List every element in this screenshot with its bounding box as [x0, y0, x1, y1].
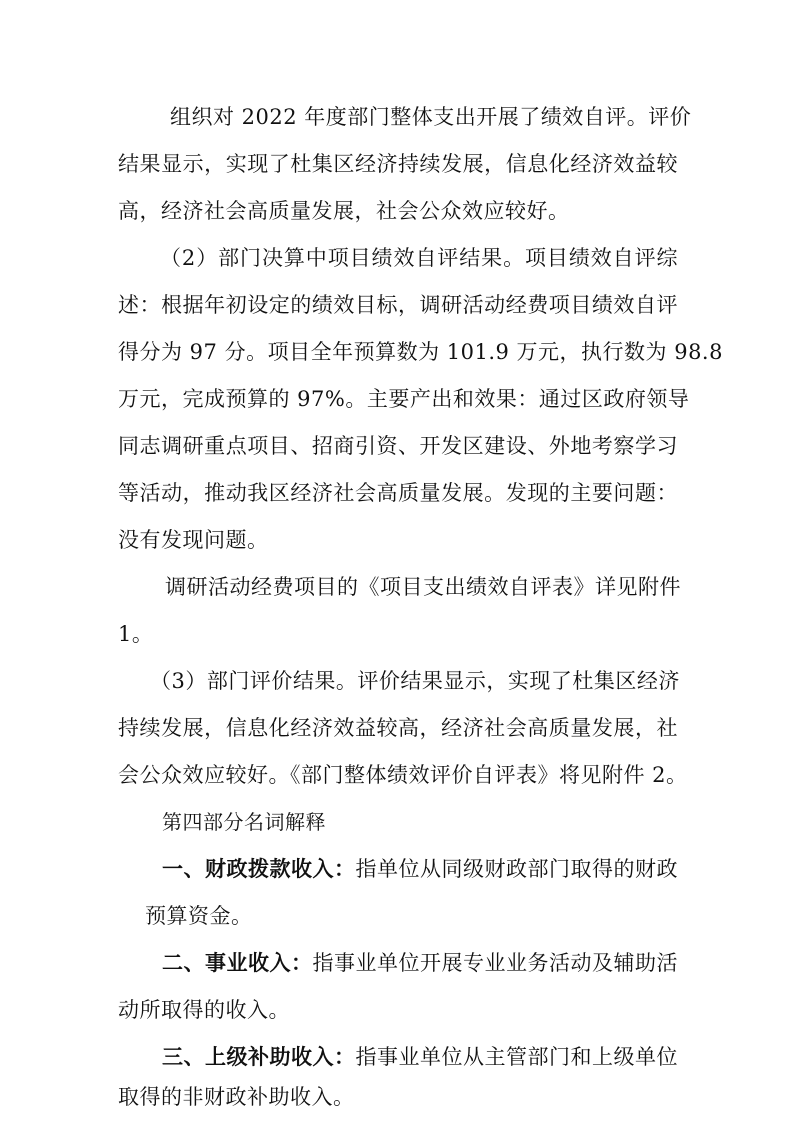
term-definition: 指事业单位开展专业业务活动及辅助活	[312, 951, 678, 975]
paragraph-line: 调研活动经费项目的《项目支出绩效自评表》详见附件	[165, 575, 681, 599]
term-label: 三、上级补助收入：	[162, 1044, 356, 1069]
term-definition-line	[162, 1042, 678, 1072]
paragraph-line: 组织对 2022 年度部门整体支出开展了绩效自评。评价	[170, 105, 692, 129]
paragraph-line: （3）部门评价结果。评价结果显示，实现了杜集区经济	[150, 669, 680, 693]
term-definition: 指事业单位从主管部门和上级单位	[355, 1045, 678, 1069]
paragraph-line: 得分为 97 分。项目全年预算数为 101.9 万元，执行数为 98.8	[118, 340, 723, 364]
term-definition: 指单位从同级财政部门取得的财政	[355, 857, 678, 881]
term-definition-line: 预算资金。	[145, 904, 253, 928]
paragraph-line: 没有发现问题。	[118, 528, 269, 552]
paragraph-line: 述：根据年初设定的绩效目标，调研活动经费项目绩效自评	[118, 293, 678, 317]
term-definition-line	[162, 948, 678, 978]
paragraph-line: 1。	[118, 622, 154, 646]
term-label: 一、财政拨款收入：	[162, 856, 356, 881]
paragraph-line: （2）部门决算中项目绩效自评结果。项目绩效自评综	[160, 246, 678, 270]
paragraph-line: 等活动，推动我区经济社会高质量发展。发现的主要问题：	[118, 481, 678, 505]
term-definition-line	[162, 854, 678, 884]
term-definition-line: 动所取得的收入。	[118, 998, 290, 1022]
section-title: 第四部分名词解释	[162, 810, 326, 834]
paragraph-line: 同志调研重点项目、招商引资、开发区建设、外地考察学习	[118, 434, 678, 458]
term-label: 二、事业收入：	[162, 950, 313, 975]
paragraph-line: 万元，完成预算的 97%。主要产出和效果：通过区政府领导	[118, 387, 690, 411]
paragraph-line: 持续发展，信息化经济效益较高，经济社会高质量发展，社	[118, 716, 678, 740]
term-definition-line: 取得的非财政补助收入。	[118, 1085, 355, 1109]
paragraph-line: 会公众效应较好。《部门整体绩效评价自评表》将见附件 2。	[118, 763, 688, 787]
paragraph-line: 结果显示，实现了杜集区经济持续发展，信息化经济效益较	[118, 152, 678, 176]
paragraph-line: 高，经济社会高质量发展，社会公众效应较好。	[118, 199, 570, 223]
